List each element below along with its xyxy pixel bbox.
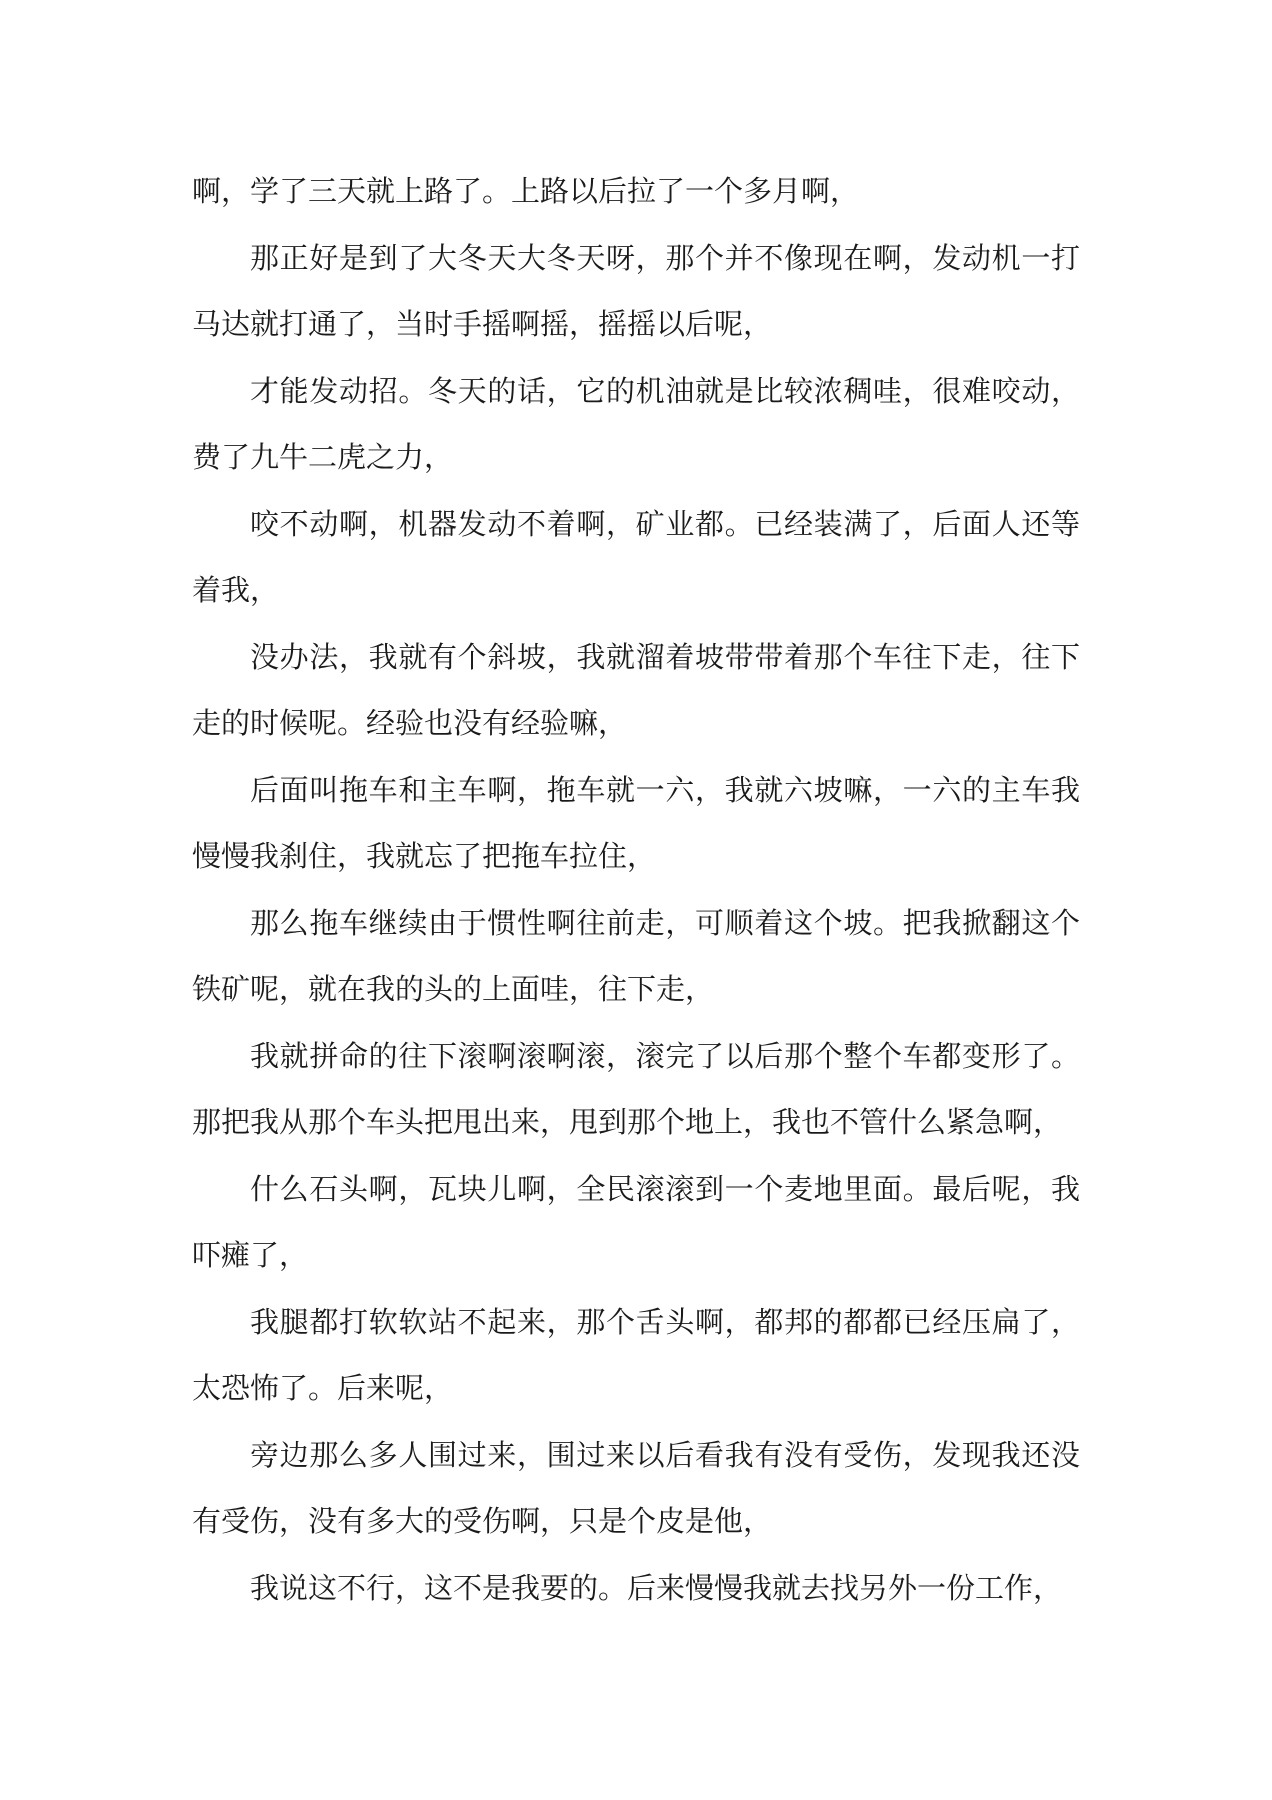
paragraph: 我腿都打软软站不起来，那个舌头啊，都邦的都都已经压扁了，太恐怖了。后来呢， xyxy=(192,1304,1080,1405)
paragraph: 咬不动啊，机器发动不着啊，矿业都。已经装满了，后面人还等着我， xyxy=(192,506,1080,607)
paragraph: 什么石头啊，瓦块儿啊，全民滚滚到一个麦地里面。最后呢，我吓瘫了， xyxy=(192,1171,1080,1272)
paragraph: 后面叫拖车和主车啊，拖车就一六，我就六坡嘛，一六的主车我慢慢我刹住，我就忘了把拖车拉住， xyxy=(192,772,1080,873)
paragraph: 我说这不行，这不是我要的。后来慢慢我就去找另外一份工作， xyxy=(250,1570,1063,1605)
paragraph: 没办法，我就有个斜坡，我就溜着坡带带着那个车往下走，往下走的时候呢。经验也没有经验嘛， xyxy=(192,639,1080,740)
paragraph: 才能发动招。冬天的话，它的机油就是比较浓稠哇，很难咬动，费了九牛二虎之力， xyxy=(192,373,1080,474)
document-body xyxy=(192,158,1080,1621)
paragraph: 旁边那么多人围过来，围过来以后看我有没有受伤，发现我还没有受伤，没有多大的受伤啊，只是个皮是他， xyxy=(192,1437,1080,1538)
paragraph: 那么拖车继续由于惯性啊往前走，可顺着这个坡。把我掀翻这个铁矿呢，就在我的头的上面哇，往下走， xyxy=(192,905,1080,1006)
paragraph: 我就拼命的往下滚啊滚啊滚，滚完了以后那个整个车都变形了。那把我从那个车头把甩出来，甩到那个地上，我也不管什么紧急啊， xyxy=(192,1038,1080,1139)
paragraph: 那正好是到了大冬天大冬天呀，那个并不像现在啊，发动机一打马达就打通了，当时手摇啊摇，摇摇以后呢， xyxy=(192,240,1080,341)
paragraph: 啊，学了三天就上路了。上路以后拉了一个多月啊， xyxy=(192,174,860,208)
